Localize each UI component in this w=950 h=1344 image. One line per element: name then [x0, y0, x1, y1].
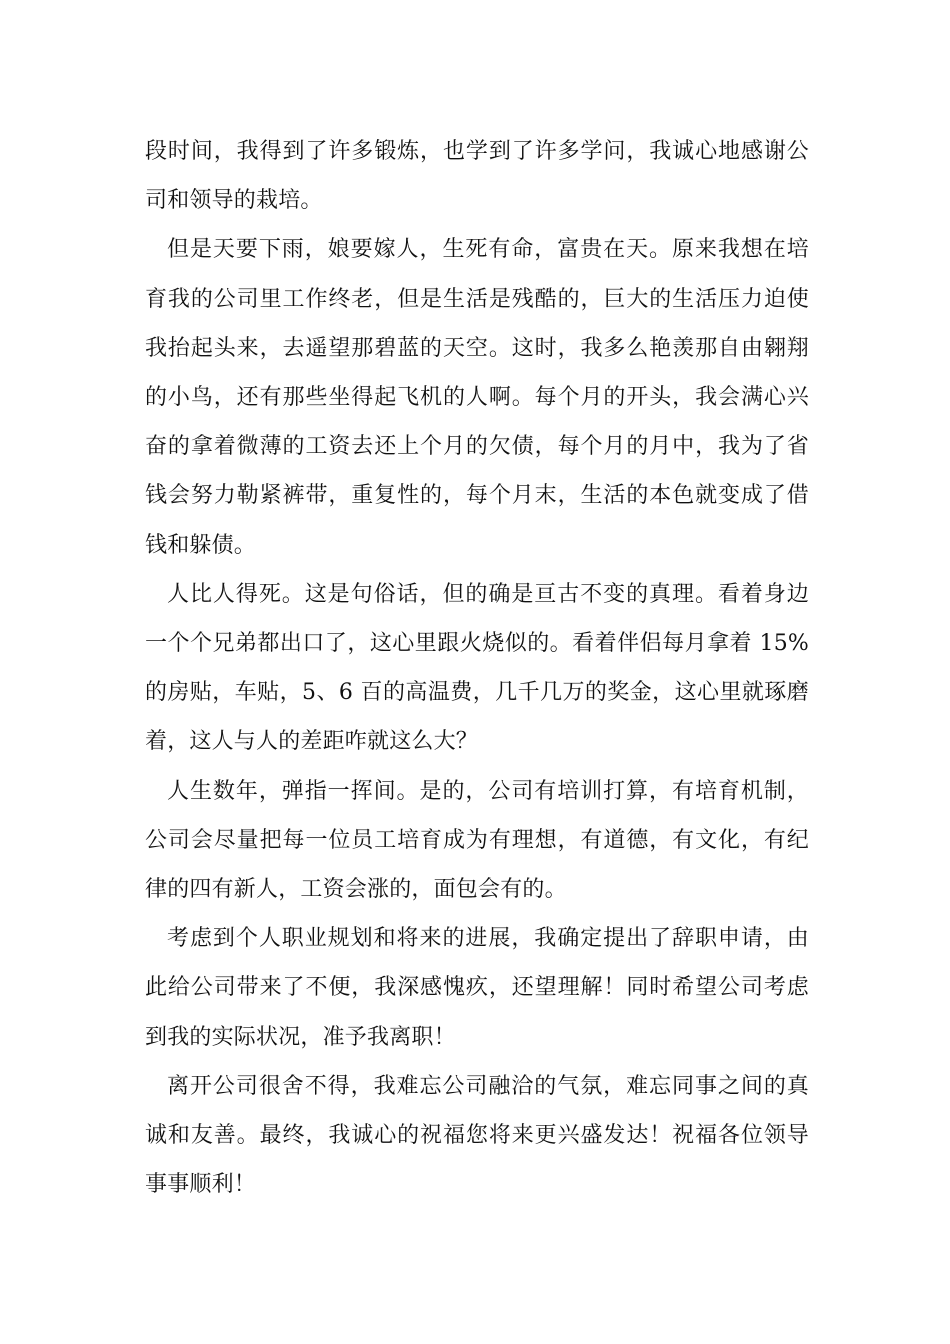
letter-body [145, 127, 809, 1209]
paragraph-continued: 段时间，我得到了许多锻炼，也学到了许多学问，我诚心地感谢公司和领导的栽培。 [145, 139, 809, 214]
paragraph: 但是天要下雨，娘要嫁人，生死有命，富贵在天。原来我想在培育我的公司里工作终老，但是生活是残酷的，巨大的生活压力迫使我抬起头来，去遥望那碧蓝的天空。这时，我多么艳羡那自由翱翔的小鸟，还有那些坐得起飞机的人啊。每个月的开头，我会满心兴奋的拿着微薄的工资去还上个月的欠债，每个月的月中，我为了省钱会努力勒紧裤带，重复性的，每个月末，生活的本色就变成了借钱和躲债。 [145, 237, 809, 558]
paragraph: 离开公司很舍不得，我难忘公司融洽的气氛，难忘同事之间的真诚和友善。最终，我诚心的祝福您将来更兴盛发达！祝福各位领导事事顺利！ [145, 1073, 809, 1198]
paragraph: 人生数年，弹指一挥间。是的，公司有培训打算，有培育机制，公司会尽量把每一位员工培育成为有理想，有道德，有文化，有纪律的四有新人，工资会涨的，面包会有的。 [145, 778, 809, 903]
paragraph: 人比人得死。这是句俗话，但的确是亘古不变的真理。看着身边一个个兄弟都出口了，这心里跟火烧似的。看着伴侣每月拿着 15%的房贴，车贴，5、6 百的高温费，几千几万的奖金，这心里就琢磨着，这人与人的差距咋就这么大？ [145, 581, 809, 755]
paragraph: 考虑到个人职业规划和将来的进展，我确定提出了辞职申请，由此给公司带来了不便，我深感愧疚，还望理解！同时希望公司考虑到我的实际状况，准予我离职！ [145, 926, 809, 1050]
